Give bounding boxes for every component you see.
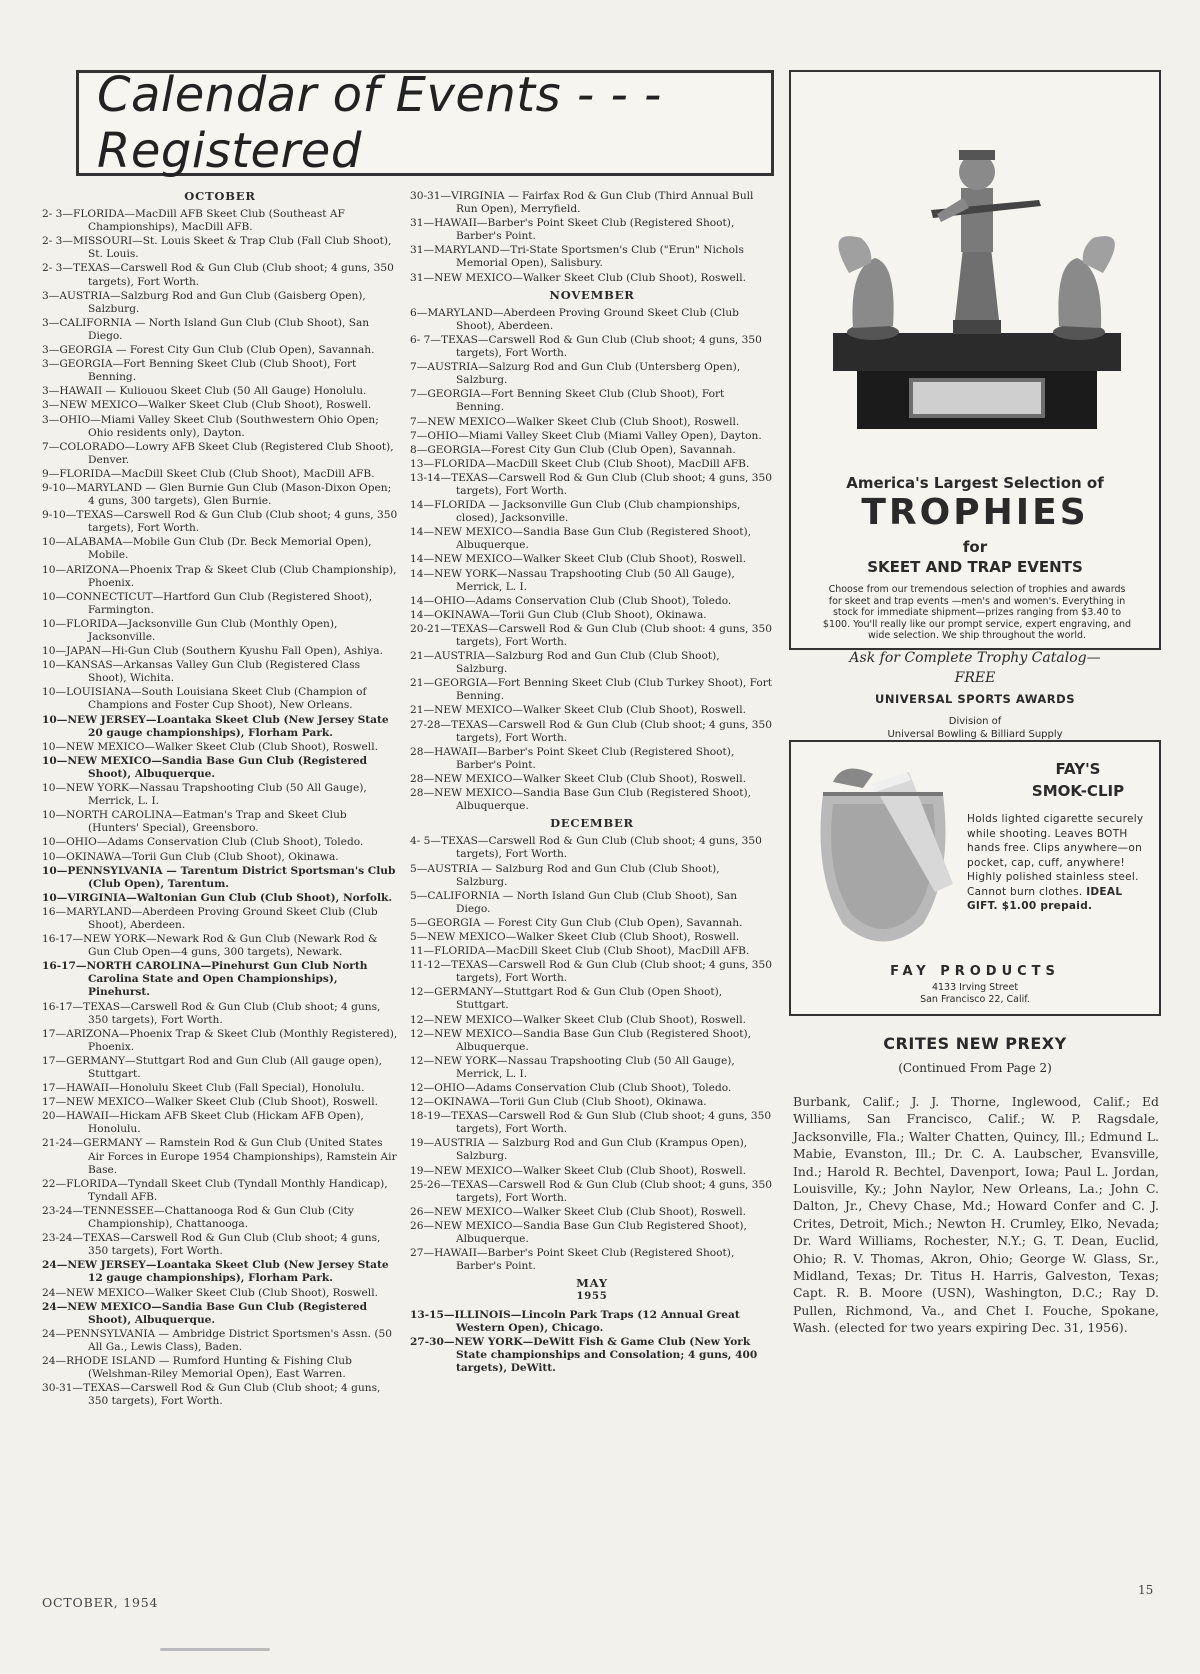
event-entry: 10—FLORIDA—Jacksonville Gun Club (Monthly Open), Jacksonville. xyxy=(42,617,338,643)
event-entry: 25-26—TEXAS—Carswell Rod & Gun Club (Club shoot; 4 guns, 350 targets), Fort Worth. xyxy=(410,1178,772,1204)
event-entry: 5—GEORGIA — Forest City Gun Club (Club Open), Savannah. xyxy=(410,916,743,929)
event-entry: 23-24—TENNESSEE—Chattanooga Rod & Gun Club (City Championship), Chattanooga. xyxy=(42,1204,354,1231)
event-list-october-continued xyxy=(410,190,774,285)
event-list-november xyxy=(410,307,774,813)
event-entry: 24—NEW MEXICO—Sandia Base Gun Club (Registered Shoot), Albuquerque. xyxy=(42,1300,368,1326)
title-banner xyxy=(76,67,774,179)
calendar-column-right xyxy=(410,190,774,1376)
event-entry: 11—FLORIDA—MacDill Skeet Club (Club Shoot), MacDill AFB. xyxy=(410,945,750,958)
event-entry: 26—NEW MEXICO—Sandia Base Gun Club Registered Shoot), Albuquerque. xyxy=(410,1219,747,1246)
event-entry: 3—NEW MEXICO—Walker Skeet Club (Club Shoot), Roswell. xyxy=(42,399,372,412)
event-entry: 31—MARYLAND—Tri-State Sportsmen's Club ("Erun" Nichols Memorial Open), Salisbury. xyxy=(410,244,744,270)
event-entry: 6—MARYLAND—Aberdeen Proving Ground Skeet Club (Club Shoot), Aberdeen. xyxy=(410,306,739,332)
page-number: 15 xyxy=(1138,1583,1154,1597)
event-list-october xyxy=(42,208,398,1408)
smokclip-company: FAY PRODUCTS xyxy=(890,964,1060,979)
event-entry: 5—CALIFORNIA — North Island Gun Club (Club Shoot), San Diego. xyxy=(410,889,738,915)
event-entry: 23-24—TEXAS—Carswell Rod & Gun Club (Club shoot; 4 guns, 350 targets), Fort Worth. xyxy=(42,1232,381,1258)
event-entry: 12—OKINAWA—Torii Gun Club (Club Shoot), Okinawa. xyxy=(410,1096,707,1109)
event-entry: 22—FLORIDA—Tyndall Skeet Club (Tyndall Monthly Handicap), Tyndall AFB. xyxy=(42,1177,388,1203)
may-label: MAY xyxy=(576,1276,608,1291)
event-entry: 2- 3—FLORIDA—MacDill AFB Skeet Club (Southeast AF Championships), MacDill AFB. xyxy=(42,208,345,234)
event-entry: 9-10—TEXAS—Carswell Rod & Gun Club (Club shoot; 4 guns, 350 targets), Fort Worth. xyxy=(42,509,398,535)
event-entry: 10—ALABAMA—Mobile Gun Club (Dr. Beck Memorial Open), Mobile. xyxy=(42,536,372,562)
event-entry: 10—NEW MEXICO—Sandia Base Gun Club (Registered Shoot), Albuquerque. xyxy=(42,754,368,780)
event-entry: 27—HAWAII—Barber's Point Skeet Club (Registered Shoot), Barber's Point. xyxy=(410,1247,735,1273)
event-entry: 12—OHIO—Adams Conservation Club (Club Shoot), Toledo. xyxy=(410,1082,732,1094)
event-entry: 13-14—TEXAS—Carswell Rod & Gun Club (Club shoot; 4 guns, 350 targets), Fort Worth. xyxy=(410,471,772,497)
event-entry: 10—VIRGINIA—Waltonian Gun Club (Club Shoot), Norfolk. xyxy=(42,891,393,904)
event-entry: 10—ARIZONA—Phoenix Trap & Skeet Club (Club Championship), Phoenix. xyxy=(42,563,397,589)
event-entry: 3—OHIO—Miami Valley Skeet Club (Southwestern Ohio Open; Ohio residents only), Dayton. xyxy=(42,413,379,439)
event-entry: 10—OKINAWA—Torii Gun Club (Club Shoot), Okinawa. xyxy=(42,850,339,863)
event-entry: 3—GEORGIA—Fort Benning Skeet Club (Club Shoot), Fort Benning. xyxy=(42,358,357,384)
event-entry: 30-31—VIRGINIA — Fairfax Rod & Gun Club (Third Annual Bull Run Open), Merryfield. xyxy=(410,190,754,216)
event-entry: 10—NORTH CAROLINA—Eatman's Trap and Skeet Club (Hunters' Special), Greensboro. xyxy=(42,809,347,835)
event-entry: 16-17—TEXAS—Carswell Rod & Gun Club (Club shoot; 4 guns, 350 targets), Fort Worth. xyxy=(42,1000,381,1026)
trophy-photo-icon xyxy=(813,88,1141,448)
event-entry: 17—GERMANY—Stuttgart Rod and Gun Club (All gauge open), Stuttgart. xyxy=(42,1054,382,1080)
smokclip-brand: FAY'S xyxy=(1055,760,1101,778)
event-list-may xyxy=(410,1309,774,1375)
event-entry: 18-19—TEXAS—Carswell Rod & Gun Slub (Club shoot; 4 guns, 350 targets), Fort Worth. xyxy=(410,1110,772,1136)
event-entry: 17—NEW MEXICO—Walker Skeet Club (Club Shoot), Roswell. xyxy=(42,1096,378,1109)
trophy-ad-division-name: Universal Bowling & Billiard Supply xyxy=(887,729,1063,740)
event-entry: 14—NEW MEXICO—Walker Skeet Club (Club Shoot), Roswell. xyxy=(410,553,746,566)
event-entry: 10—PENNSYLVANIA — Tarentum District Sportsman's Club (Club Open), Tarentum. xyxy=(42,864,396,890)
event-entry: 9—FLORIDA—MacDill Skeet Club (Club Shoot), MacDill AFB. xyxy=(42,467,375,480)
event-entry: 2- 3—MISSOURI—St. Louis Skeet & Trap Club (Fall Club Shoot), St. Louis. xyxy=(42,235,392,261)
event-entry: 12—GERMANY—Stuttgart Rod & Gun Club (Open Shoot), Stuttgart. xyxy=(410,986,723,1012)
event-entry: 24—NEW MEXICO—Walker Skeet Club (Club Shoot), Roswell. xyxy=(42,1286,378,1299)
article-continued-note: (Continued From Page 2) xyxy=(898,1061,1052,1075)
event-entry: 16-17—NEW YORK—Newark Rod & Gun Club (Newark Rod & Gun Club Open—4 guns, 300 targets), Newark. xyxy=(42,933,378,959)
event-entry: 11-12—TEXAS—Carswell Rod & Gun Club (Club shoot; 4 guns, 350 targets), Fort Worth. xyxy=(410,959,772,985)
event-list-december xyxy=(410,835,774,1273)
trophy-ad-division-label: Division of xyxy=(948,716,1002,727)
event-entry: 10—JAPAN—Hi-Gun Club (Southern Kyushu Fall Open), Ashiya. xyxy=(42,645,383,658)
event-entry: 13—FLORIDA—MacDill Skeet Club (Club Shoot), MacDill AFB. xyxy=(410,457,750,470)
may-year: 1955 xyxy=(576,1291,608,1303)
event-entry: 13-15—ILLINOIS—Lincoln Park Traps (12 Annual Great Western Open), Chicago. xyxy=(410,1308,740,1334)
event-entry: 24—NEW JERSEY—Loantaka Skeet Club (New Jersey State 12 gauge championships), Florham Park. xyxy=(42,1259,389,1285)
event-entry: 20—HAWAII—Hickam AFB Skeet Club (Hickam AFB Open), Honolulu. xyxy=(42,1110,364,1136)
event-entry: 10—CONNECTICUT—Hartford Gun Club (Registered Shoot), Farmington. xyxy=(42,590,373,616)
trophy-ad-body: Choose from our tremendous selection of trophies and awards for skeet and trap events —men's and women's. Everything in stock for immediate shipment—prizes ranging from $3.40 to $100. You'll really like our prompt service, expert engraving, and wide selection. We ship throughout the world. xyxy=(822,584,1132,641)
event-entry: 14—OKINAWA—Torii Gun Club (Club Shoot), Okinawa. xyxy=(410,608,707,621)
smokclip-gift: IDEAL GIFT. $1.00 prepaid. xyxy=(967,885,1123,912)
issue-date: OCTOBER, 1954 xyxy=(42,1595,159,1610)
calendar-column-left xyxy=(42,186,398,1409)
event-entry: 5—AUSTRIA — Salzburg Rod and Gun Club (Club Shoot), Salzburg. xyxy=(410,862,720,888)
event-entry: 5—NEW MEXICO—Walker Skeet Club (Club Shoot), Roswell. xyxy=(410,930,740,943)
smokclip-advertisement xyxy=(789,740,1161,1016)
smok-clip-photo-icon xyxy=(803,754,963,964)
event-entry: 30-31—TEXAS—Carswell Rod & Gun Club (Club shoot; 4 guns, 350 targets), Fort Worth. xyxy=(42,1382,381,1408)
event-entry: 24—RHODE ISLAND — Rumford Hunting & Fishing Club (Welshman-Riley Memorial Open), East Warren. xyxy=(42,1354,352,1381)
month-heading-october: OCTOBER xyxy=(184,189,256,203)
event-entry: 3—GEORGIA — Forest City Gun Club (Club Open), Savannah. xyxy=(42,344,375,357)
event-entry: 10—NEW MEXICO—Walker Skeet Club (Club Shoot), Roswell. xyxy=(42,740,378,753)
event-entry: 20-21—TEXAS—Carswell Rod & Gun Club (Club shoot: 4 guns, 350 targets), Fort Worth. xyxy=(410,622,772,648)
event-entry: 12—NEW MEXICO—Sandia Base Gun Club (Registered Shoot), Albuquerque. xyxy=(410,1027,751,1053)
event-entry: 14—FLORIDA — Jacksonville Gun Club (Club championships, closed), Jacksonville. xyxy=(410,499,741,525)
smokclip-desc-text: Holds lighted cigarette securely while shooting. Leaves BOTH hands free. Clips anywhere—on pocket, cap, cuff, anywhere! Highly polished stainless steel. Cannot burn clothes. xyxy=(967,813,1144,898)
event-entry: 6- 7—TEXAS—Carswell Rod & Gun Club (Club shoot; 4 guns, 350 targets), Fort Worth. xyxy=(410,333,762,360)
print-smudge xyxy=(160,1648,270,1651)
event-entry: 14—NEW MEXICO—Sandia Base Gun Club (Registered Shoot), Albuquerque. xyxy=(410,526,751,552)
event-entry: 14—OHIO—Adams Conservation Club (Club Shoot), Toledo. xyxy=(410,594,732,607)
event-entry: 14—NEW YORK—Nassau Trapshooting Club (50 All Gauge), Merrick, L. I. xyxy=(410,567,735,593)
event-entry: 21-24—GERMANY — Ramstein Rod & Gun Club (United States Air Forces in Europe 1954 Championships), Ramstein Air Base. xyxy=(42,1137,397,1176)
event-entry: 21—GEORGIA—Fort Benning Skeet Club (Club Turkey Shoot), Fort Benning. xyxy=(410,677,773,703)
event-entry: 28—HAWAII—Barber's Point Skeet Club (Registered Shoot), Barber's Point. xyxy=(410,745,735,771)
event-entry: 7—COLORADO—Lowry AFB Skeet Club (Registered Club Shoot), Denver. xyxy=(42,440,394,466)
trophy-ad-subheadline: SKEET AND TRAP EVENTS xyxy=(867,558,1083,576)
smokclip-description xyxy=(967,812,1157,914)
event-entry: 16-17—NORTH CAROLINA—Pinehurst Gun Club North Carolina State and Open Championships), Pinehurst. xyxy=(42,960,368,999)
event-entry: 21—AUSTRIA—Salzburg Rod and Gun Club (Club Shoot), Salzburg. xyxy=(410,650,720,676)
smokclip-product: SMOK-CLIP xyxy=(1031,782,1125,800)
event-entry: 10—LOUISIANA—South Louisiana Skeet Club (Champion of Champions and Foster Cup Shoot), New Orleans. xyxy=(42,686,367,712)
event-entry: 27-30—NEW YORK—DeWitt Fish & Game Club (New York State championships and Consolation; 4 guns, 400 targets), DeWitt. xyxy=(410,1335,758,1374)
event-entry: 7—GEORGIA—Fort Benning Skeet Club (Club Shoot), Fort Benning. xyxy=(410,388,725,414)
trophy-ad-tagline: America's Largest Selection of xyxy=(846,474,1104,492)
event-entry: 17—HAWAII—Honolulu Skeet Club (Fall Special), Honolulu. xyxy=(42,1082,365,1095)
event-entry: 26—NEW MEXICO—Walker Skeet Club (Club Shoot), Roswell. xyxy=(410,1205,746,1218)
event-entry: 16—MARYLAND—Aberdeen Proving Ground Skeet Club (Club Shoot), Aberdeen. xyxy=(42,905,378,931)
event-entry: 31—HAWAII—Barber's Point Skeet Club (Registered Shoot), Barber's Point. xyxy=(410,217,735,243)
event-entry: 27-28—TEXAS—Carswell Rod & Gun Club (Club shoot; 4 guns, 350 targets), Fort Worth. xyxy=(410,718,772,744)
smokclip-city: San Francisco 22, Calif. xyxy=(920,994,1030,1005)
trophy-ad-free: FREE xyxy=(954,670,996,686)
event-entry: 12—NEW MEXICO—Walker Skeet Club (Club Shoot), Roswell. xyxy=(410,1013,746,1026)
smokclip-street: 4133 Irving Street xyxy=(931,982,1019,993)
event-entry: 10—NEW YORK—Nassau Trapshooting Club (50 All Gauge), Merrick, L. I. xyxy=(42,782,367,808)
event-entry: 7—AUSTRIA—Salzurg Rod and Gun Club (Untersberg Open), Salzburg. xyxy=(410,361,741,387)
event-entry: 28—NEW MEXICO—Walker Skeet Club (Club Shoot), Roswell. xyxy=(410,772,746,785)
event-entry: 10—KANSAS—Arkansas Valley Gun Club (Registered Class Shoot), Wichita. xyxy=(42,659,361,685)
event-entry: 3—AUSTRIA—Salzburg Rod and Gun Club (Gaisberg Open), Salzburg. xyxy=(42,289,366,315)
trophy-ad-headline: TROPHIES xyxy=(861,492,1089,533)
event-entry: 19—NEW MEXICO—Walker Skeet Club (Club Shoot), Roswell. xyxy=(410,1164,746,1177)
page-title: Calendar of Events - - - Registered xyxy=(97,67,662,179)
trophy-ad-company: UNIVERSAL SPORTS AWARDS xyxy=(875,692,1075,706)
event-entry: 7—OHIO—Miami Valley Skeet Club (Miami Valley Open), Dayton. xyxy=(410,429,762,442)
event-entry: 10—OHIO—Adams Conservation Club (Club Shoot), Toledo. xyxy=(42,836,364,849)
event-entry: 19—AUSTRIA — Salzburg Rod and Gun Club (Krampus Open), Salzburg. xyxy=(410,1137,748,1163)
event-entry: 7—NEW MEXICO—Walker Skeet Club (Club Shoot), Roswell. xyxy=(410,415,740,428)
trophy-advertisement xyxy=(789,70,1161,740)
event-entry: 12—NEW YORK—Nassau Trapshooting Club (50 All Gauge), Merrick, L. I. xyxy=(410,1054,735,1080)
article-headline: CRITES NEW PREXY xyxy=(883,1034,1067,1053)
event-entry: 3—HAWAII — Kuliouou Skeet Club (50 All Gauge) Honolulu. xyxy=(42,385,367,398)
event-entry: 24—PENNSYLVANIA — Ambridge District Sportsmen's Assn. (50 All Ga., Lewis Class), Baden. xyxy=(42,1327,392,1353)
event-entry: 2- 3—TEXAS—Carswell Rod & Gun Club (Club shoot; 4 guns, 350 targets), Fort Worth. xyxy=(42,262,394,288)
event-entry: 9-10—MARYLAND — Glen Burnie Gun Club (Mason-Dixon Open; 4 guns, 300 targets), Glen Burnie. xyxy=(42,481,392,508)
event-entry: 4- 5—TEXAS—Carswell Rod & Gun Club (Club shoot; 4 guns, 350 targets), Fort Worth. xyxy=(410,835,762,861)
month-heading-may xyxy=(410,1277,774,1303)
article-body: Burbank, Calif.; J. J. Thorne, Inglewood, Calif.; Ed Williams, San Francisco, Calif.; W. P. Ragsdale, Jacksonville, Fla.; Walter Chatten, Quincy, Ill.; Edmund L. Mabie, Evanston, Ill.; Dr. C. A. Laubscher, Evansville, Ind.; Harold R. Bechtel, Davenport, Iowa; Paul L. Jordan, Louisville, Ky.; John Naylor, New Orleans, La.; John C. Dalton, Jr., Chevy Chase, Md.; Howard Confer and C. J. Crites, Detroit, Mich.; Newton H. Crumley, Elko, Nevada; Dr. Ward Williams, Rochester, N.Y.; G. T. Dean, Euclid, Ohio; R. V. Thomas, Akron, Ohio; George W. Glass, Sr., Midland, Texas; Dr. Titus H. Harris, Galveston, Texas; Capt. R. B. Moore (USN), Washington, D.C.; Ray D. Pullen, Richmond, Va., and Chet I. Fouche, Spokane, Wash. (elected for two years expiring Dec. 31, 1956). xyxy=(793,1094,1159,1336)
event-entry: 21—NEW MEXICO—Walker Skeet Club (Club Shoot), Roswell. xyxy=(410,704,746,717)
event-entry: 28—NEW MEXICO—Sandia Base Gun Club (Registered Shoot), Albuquerque. xyxy=(410,787,751,813)
event-entry: 10—NEW JERSEY—Loantaka Skeet Club (New Jersey State 20 gauge championships), Florham Park. xyxy=(42,713,389,739)
trophy-ad-catalog: Ask for Complete Trophy Catalog— xyxy=(849,650,1101,666)
event-entry: 3—CALIFORNIA — North Island Gun Club (Club Shoot), San Diego. xyxy=(42,316,370,342)
trophy-ad-for: for xyxy=(962,538,988,556)
event-entry: 31—NEW MEXICO—Walker Skeet Club (Club Shoot), Roswell. xyxy=(410,271,746,284)
month-heading-november: NOVEMBER xyxy=(549,287,635,302)
event-entry: 17—ARIZONA—Phoenix Trap & Skeet Club (Monthly Registered), Phoenix. xyxy=(42,1027,398,1053)
event-entry: 8—GEORGIA—Forest City Gun Club (Club Open), Savannah. xyxy=(410,443,736,456)
month-heading-december: DECEMBER xyxy=(550,816,634,831)
